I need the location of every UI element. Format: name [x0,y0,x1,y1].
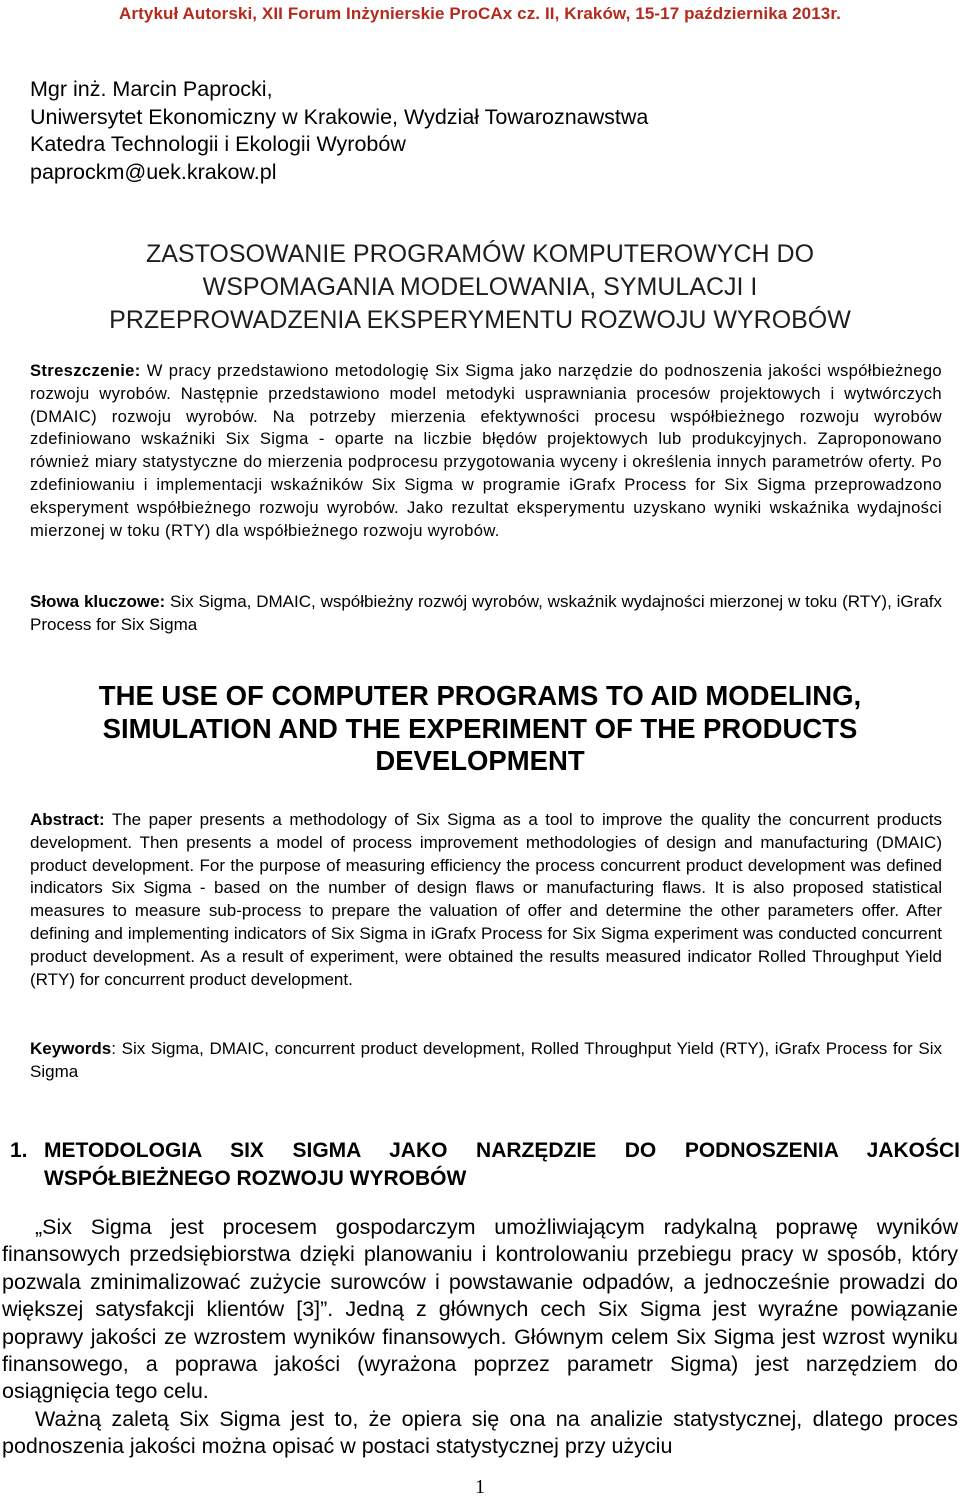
author-email: paprockm@uek.krakow.pl [30,159,277,184]
author-department: Katedra Technologii i Ekologii Wyrobów [30,132,406,156]
keywords-polish-label: Słowa kluczowe: [30,592,166,611]
abstract-polish-text: W pracy przedstawiono metodologię Six Sigma jako narzędzie do podnoszenia jakości współbieżnego rozwoju wyrobów. Następnie przedstawiono model metodyki usprawniania procesów projektowych i wytwórczych (DMAIC) rozwoju wyrobów. Na potrzeby mierzenia efektywności procesu współbieżnego rozwoju wyrobów zdefiniowano wskaźniki Six Sigma - oparte na liczbie błędów projektowych lub produkcyjnych. Zaproponowano również miary statystyczne do mierzenia podprocesu przygotowania wyceny i określenia innych parametrów oferty. Po zdefiniowaniu i implementacji wskaźników Six Sigma w programie iGrafx Process for Six Sigma przeprowadzono eksperyment współbieżnego rozwoju wyrobów. Jako rezultat eksperymentu uzyskano wyniki wskaźnika wydajności mierzonej w toku (RTY) dla współbieżnego rozwoju wyrobów. [30,361,942,540]
title-polish [0,238,960,337]
title-english-line: THE USE OF COMPUTER PROGRAMS TO AID MODELING, [98,680,862,711]
keywords-polish-text: Six Sigma, DMAIC, współbieżny rozwój wyrobów, wskaźnik wydajności mierzonej w toku (RTY), iGrafx Process for Six Sigma [30,592,942,634]
title-english-line: SIMULATION AND THE EXPERIMENT OF THE PRODUCTS [102,712,858,744]
section-1-title-line1: METODOLOGIA SIX SIGMA JAKO NARZĘDZIE DO PODNOSZENIA JAKOŚCI [44,1139,960,1162]
body-paragraph: „Six Sigma jest procesem gospodarczym umożliwiającym radykalną poprawę wyników finansowych przedsiębiorstwa dzięki planowaniu i kontrolowaniu przebiegu pracy w sposób, który pozwala zminimalizować zużycie surowców i powstawanie odpadów, a jednocześnie prowadzi do większej satysfakcji klientów [3]”. Jedną z głównych cech Six Sigma jest wyraźne powiązanie poprawy jakości ze wzrostem wyników finansowych. Głównym celem Six Sigma jest wzrost wyniku finansowego, a poprawa jakości (wyrażona poprzez parametr Sigma) jest narzędziem do osiągnięcia tego celu. [2,1215,958,1404]
abstract-polish [30,360,942,542]
author-university: Uniwersytet Ekonomiczny w Krakowie, Wydział Towaroznawstwa [30,104,649,129]
abstract-english-text: The paper presents a methodology of Six Sigma as a tool to improve the quality the concurrent products development. Then presents a model of process improvement methodologies of design and manufacturing (DMAIC) product development. For the purpose of measuring efficiency the process concurrent product development was defined indicators Six Sigma - based on the number of design flaws or manufacturing flaws. It is also proposed statistical measures to measure sub-process to prepare the valuation of offer and determine the other parameters offer. After defining and implementing indicators of Six Sigma in iGrafx Process for Six Sigma experiment was conducted concurrent product development. As a result of experiment, were obtained the results measured indicator Rolled Throughput Yield (RTY) for concurrent product development. [30,810,942,989]
page-number: 1 [475,1476,485,1498]
title-polish-line: WSPOMAGANIA MODELOWANIA, SYMULACJI I [202,273,758,301]
section-1-title-line2: WSPÓŁBIEŻNEGO ROZWOJU WYROBÓW [44,1166,467,1190]
journal-header: Artykuł Autorski, XII Forum Inżynierskie ProCAx cz. II, Kraków, 15-17 października 2013r. [119,4,841,23]
title-english [0,680,960,778]
keywords-english-label: Keywords [30,1039,112,1058]
title-polish-line: PRZEPROWADZENIA EKSPERYMENTU ROZWOJU WYROBÓW [109,306,851,334]
abstract-english [30,809,942,991]
keywords-english [30,1038,942,1084]
body-text [2,1214,958,1461]
body-paragraph: Ważną zaletą Six Sigma jest to, że opiera się ona na analizie statystycznej, dlatego proces podnoszenia jakości można opisać w postaci statystycznej przy użyciu [2,1406,958,1459]
title-polish-line: ZASTOSOWANIE PROGRAMÓW KOMPUTEROWYCH DO [145,240,815,268]
keywords-polish [30,591,942,637]
abstract-english-label: Abstract: [30,810,105,829]
title-english-line: DEVELOPMENT [375,745,585,776]
section-1-heading [10,1137,960,1192]
section-1-number: 1. [10,1139,28,1162]
author-name: Mgr inż. Marcin Paprocki, [30,77,273,101]
abstract-polish-label: Streszczenie: [30,361,141,380]
keywords-english-text: : Six Sigma, DMAIC, concurrent product development, Rolled Throughput Yield (RTY), iGrafx Process for Six Sigma [30,1039,942,1081]
author-block [30,76,648,186]
